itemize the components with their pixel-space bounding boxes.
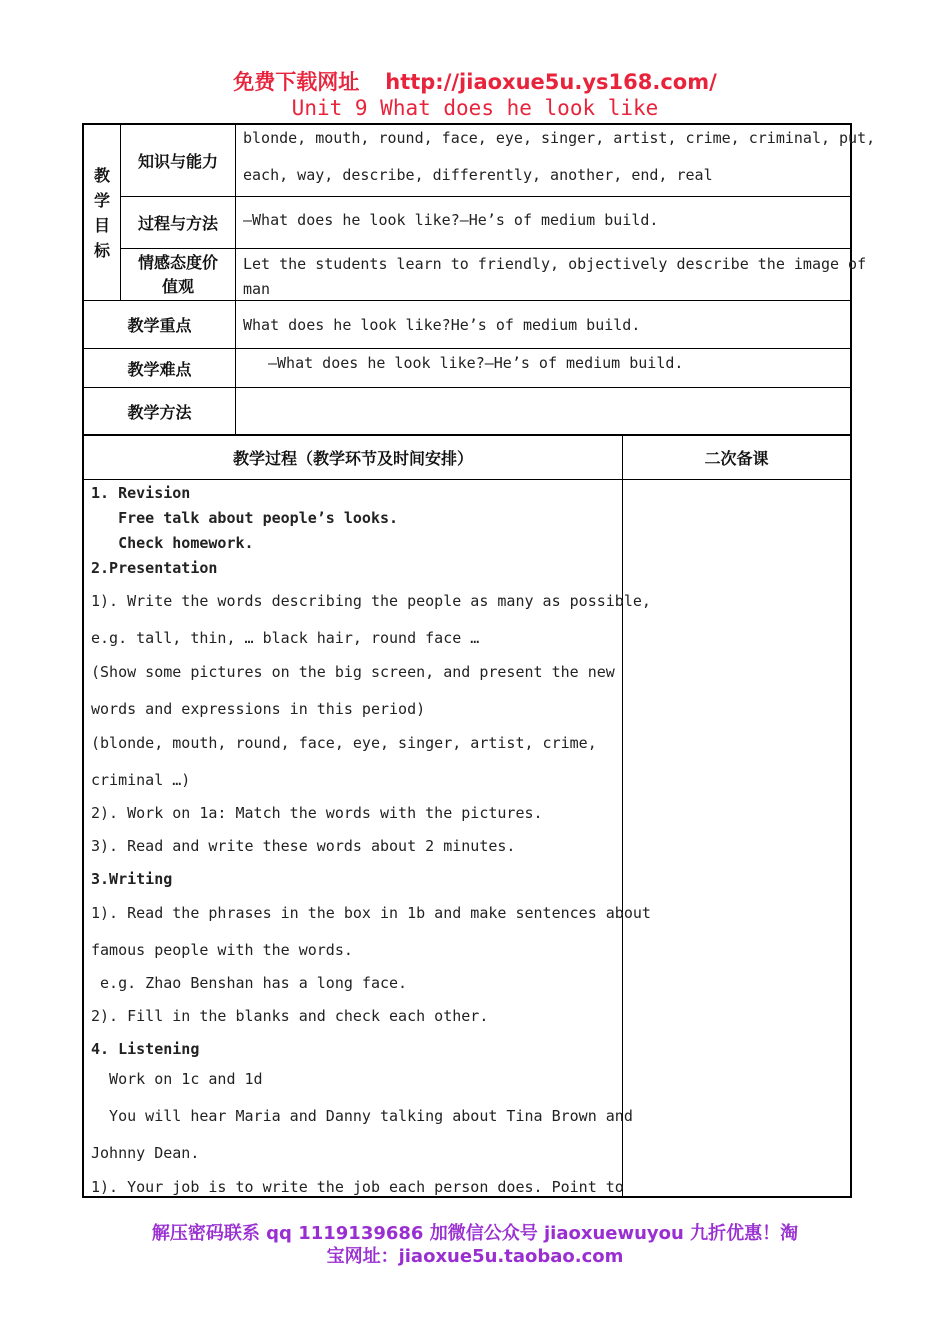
- emotion-label: [121, 249, 235, 300]
- process-header-left: 教学过程（教学环节及时间安排）: [232, 449, 473, 468]
- objectives-label-char-3: 目: [93, 215, 110, 235]
- process-line: 4. Listening: [91, 1040, 200, 1058]
- download-site-line: [0, 66, 950, 96]
- process-line: 2). Fill in the blanks and check each other.: [91, 1007, 489, 1025]
- process-header-right: 二次备课: [704, 449, 769, 468]
- emotion-label-line-2: 值观: [161, 276, 194, 296]
- objectives-label-char-4: 标: [93, 240, 110, 260]
- difficulty-label: 教学难点: [127, 359, 192, 379]
- process-line: e.g. tall, thin, … black hair, round face …: [91, 629, 480, 647]
- process-line: 1). Read the phrases in the box in 1b and make sentences about: [91, 904, 651, 922]
- knowledge-label: 知识与能力: [137, 152, 218, 171]
- key-point-label: 教学重点: [127, 316, 192, 335]
- page-title: Unit 9 What does he look like: [291, 96, 659, 120]
- process-line: e.g. Zhao Benshan has a long face.: [91, 974, 408, 992]
- emotion-text-line-2: man: [243, 280, 271, 298]
- process-line: words and expressions in this period): [91, 700, 426, 718]
- process-line: (Show some pictures on the big screen, and present the new: [91, 663, 615, 681]
- difficulty-text: —What does he look like?—He’s of medium build.: [268, 354, 684, 372]
- process-line: Johnny Dean.: [91, 1144, 200, 1162]
- site-label: 免费下载网址: [233, 70, 360, 94]
- process-line: 1). Write the words describing the people as many as possible,: [91, 592, 651, 610]
- knowledge-text-line-2: each, way, describe, differently, another, end, real: [243, 166, 713, 184]
- method-label: 教学方法: [127, 402, 192, 422]
- process-method-text: —What does he look like?—He’s of medium build.: [243, 211, 659, 229]
- process-line: 2). Work on 1a: Match the words with the pictures.: [91, 804, 543, 822]
- process-line: You will hear Maria and Danny talking about Tina Brown and: [91, 1107, 633, 1125]
- process-line: criminal …): [91, 771, 191, 789]
- process-line: 1. Revision: [91, 484, 191, 502]
- process-method-label: 过程与方法: [137, 214, 218, 233]
- process-line: famous people with the words.: [91, 941, 353, 959]
- site-url-link[interactable]: http://jiaoxue5u.ys168.com/: [385, 70, 717, 94]
- process-line: (blonde, mouth, round, face, eye, singer, artist, crime,: [91, 734, 597, 752]
- process-line: 2.Presentation: [91, 559, 218, 577]
- objectives-label-char-2: 学: [93, 190, 110, 210]
- emotion-text-line-1: Let the students learn to friendly, objectively describe the image of: [243, 255, 867, 273]
- emotion-label-line-1: 情感态度价: [137, 252, 218, 272]
- process-line: 3.Writing: [91, 870, 173, 888]
- objectives-label: [84, 125, 120, 300]
- process-line: 1). Your job is to write the job each person does. Point to: [91, 1178, 624, 1196]
- footer-taobao-line[interactable]: 宝网址：jiaoxue5u.taobao.com: [326, 1246, 624, 1267]
- footer-contact-line: 解压密码联系 qq 1119139686 加微信公众号 jiaoxuewuyou 九折优惠！淘: [151, 1223, 799, 1244]
- knowledge-text-line-1: blonde, mouth, round, face, eye, singer, artist, crime, criminal, put,: [243, 129, 876, 147]
- process-line: Free talk about people’s looks.: [91, 509, 399, 527]
- lesson-plan-table: [82, 123, 876, 1198]
- process-line: Work on 1c and 1d: [91, 1070, 263, 1088]
- key-point-text: What does he look like?He’s of medium build.: [243, 316, 641, 334]
- process-line: Check homework.: [91, 534, 254, 552]
- process-line: 3). Read and write these words about 2 minutes.: [91, 837, 516, 855]
- objectives-label-char-1: 教: [93, 165, 110, 185]
